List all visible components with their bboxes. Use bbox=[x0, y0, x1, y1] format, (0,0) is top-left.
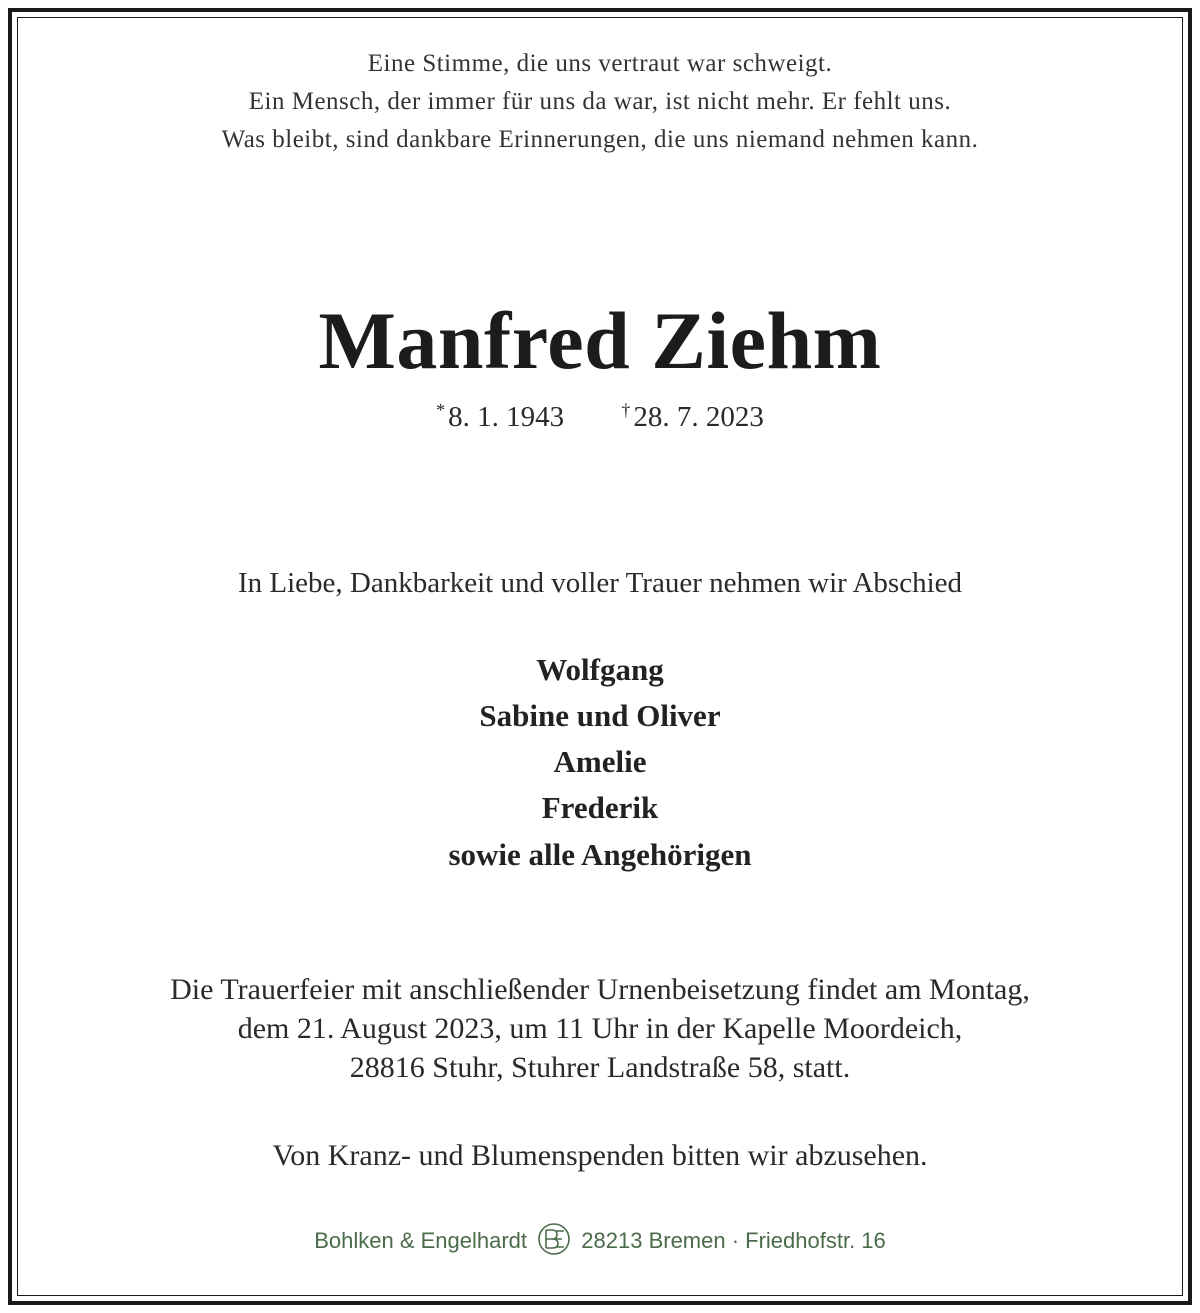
funeral-home-name: Bohlken & Engelhardt bbox=[314, 1228, 528, 1253]
life-dates bbox=[0, 400, 1200, 434]
birth-date: 8. 1. 1943 bbox=[448, 401, 565, 433]
service-line-1: Die Trauerfeier mit anschließender Urnenbeisetzung findet am Montag, bbox=[170, 973, 1030, 1006]
funeral-home-address: 28213 Bremen · Friedhofstr. 16 bbox=[581, 1228, 886, 1253]
poem-line-1: Eine Stimme, die uns vertraut war schweigt. bbox=[367, 50, 833, 77]
service-line-2: dem 21. August 2023, um 11 Uhr in der Kapelle Moordeich, bbox=[237, 1012, 963, 1045]
poem-line-2: Ein Mensch, der immer für uns da war, ist nicht mehr. Er fehlt uns. bbox=[248, 88, 952, 115]
deceased-name: Manfred Ziehm bbox=[318, 295, 882, 386]
birth-date-group bbox=[436, 401, 564, 433]
funeral-home-footer bbox=[0, 1224, 1200, 1258]
death-date-group bbox=[621, 401, 764, 433]
service-line-3: 28816 Stuhr, Stuhrer Landstraße 58, statt. bbox=[349, 1051, 851, 1084]
mourner-4: Frederik bbox=[541, 790, 659, 825]
funeral-home-logo-icon bbox=[537, 1222, 571, 1256]
mourner-2: Sabine und Oliver bbox=[479, 698, 721, 733]
farewell-text: In Liebe, Dankbarkeit und voller Trauer nehmen wir Abschied bbox=[237, 567, 962, 599]
no-flowers-note: Von Kranz- und Blumenspenden bitten wir abzusehen. bbox=[272, 1139, 928, 1172]
mourner-1: Wolfgang bbox=[536, 652, 664, 687]
poem-line-3: Was bleibt, sind dankbare Erinnerungen, die uns niemand nehmen kann. bbox=[221, 126, 979, 153]
death-date: 28. 7. 2023 bbox=[633, 401, 764, 433]
mourner-5: sowie alle Angehörigen bbox=[448, 837, 752, 872]
death-symbol: † bbox=[621, 400, 631, 420]
birth-symbol: * bbox=[436, 400, 446, 420]
mourner-3: Amelie bbox=[553, 744, 647, 779]
